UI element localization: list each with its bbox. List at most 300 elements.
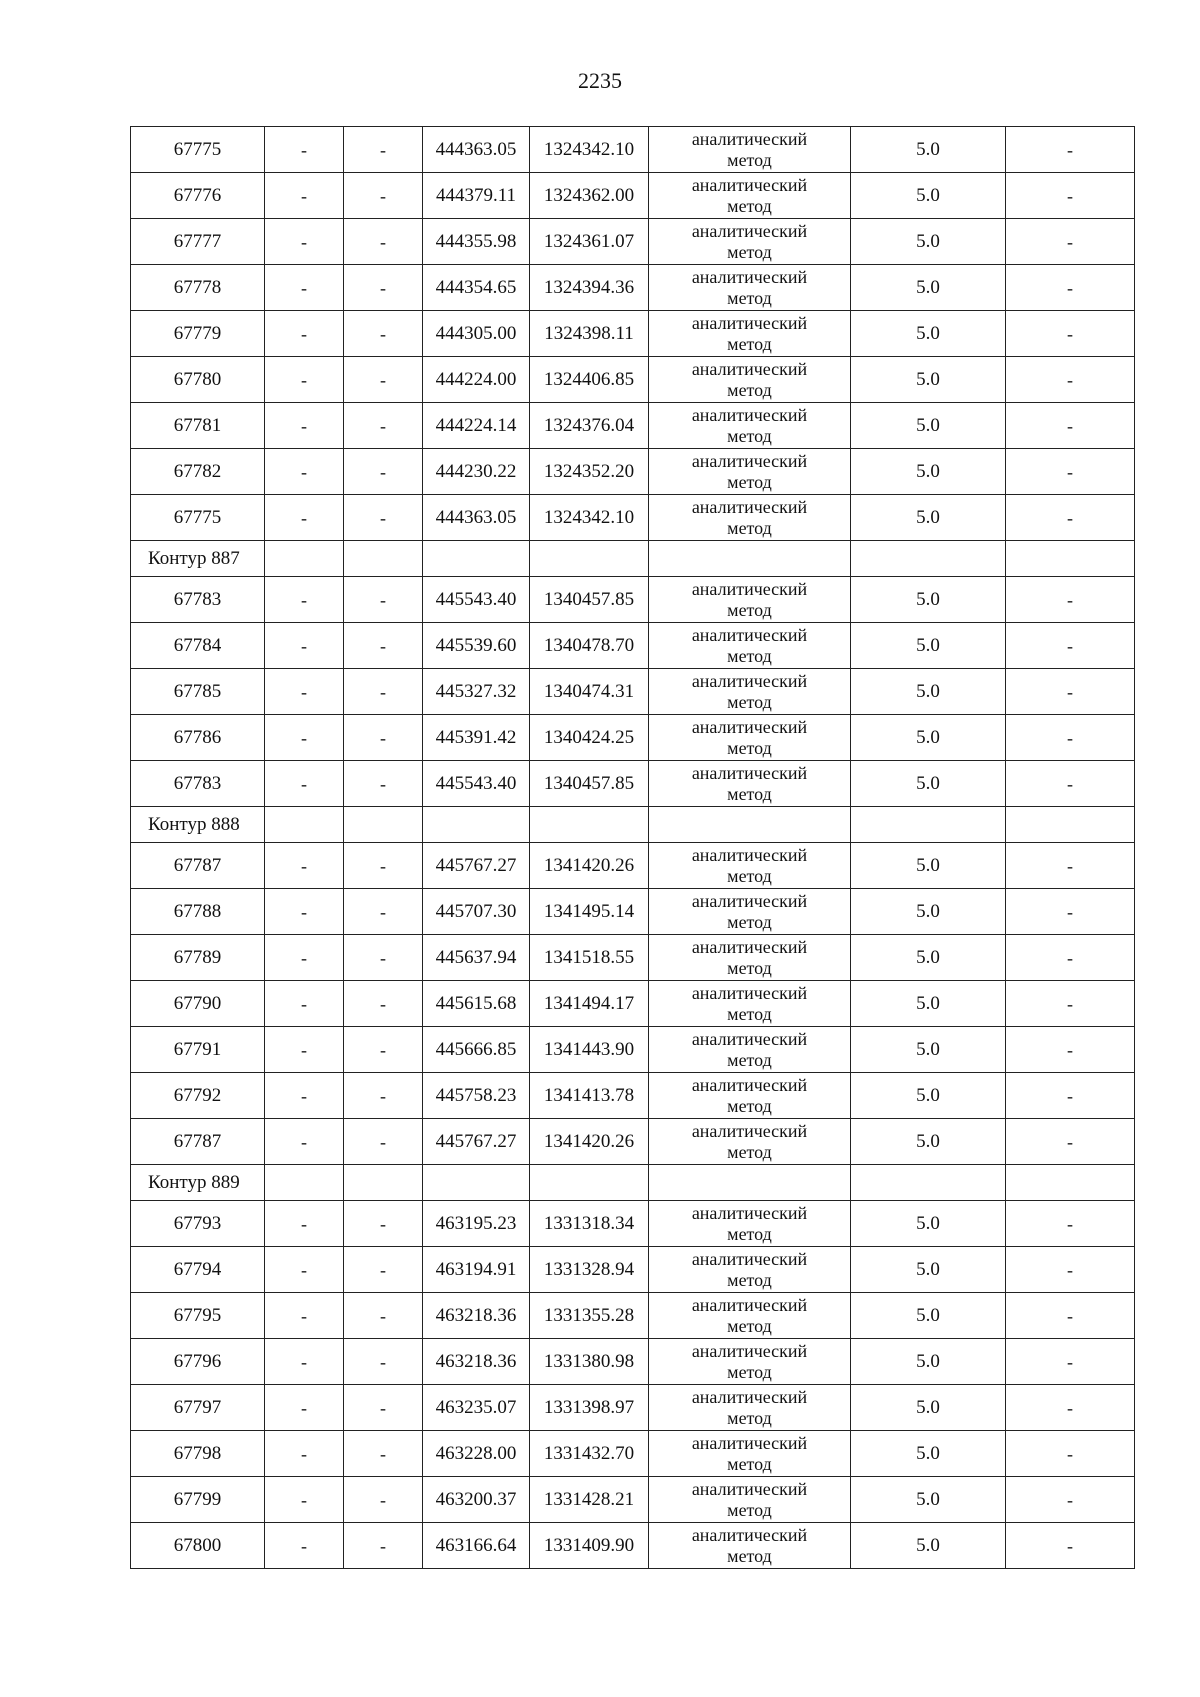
- method-cell: [649, 1201, 851, 1247]
- point-number: 67780: [131, 357, 265, 403]
- method-cell: [649, 311, 851, 357]
- y-coordinate: 1324342.10: [530, 495, 649, 541]
- method-text-line2: метод: [727, 599, 772, 620]
- dash-cell: -: [265, 577, 344, 623]
- contour-label: Контур 887: [131, 541, 265, 577]
- method-text-line2: метод: [727, 1141, 772, 1162]
- dash-cell: -: [1006, 127, 1135, 173]
- empty-cell: [423, 807, 530, 843]
- method-text-line2: метод: [727, 1095, 772, 1116]
- method-cell: [649, 495, 851, 541]
- method-text-line2: метод: [727, 691, 772, 712]
- y-coordinate: 1340457.85: [530, 761, 649, 807]
- table-row: [131, 403, 1135, 449]
- dash-cell: -: [344, 669, 423, 715]
- method-cell: [649, 1431, 851, 1477]
- accuracy-value: 5.0: [851, 1119, 1006, 1165]
- dash-cell: -: [344, 1293, 423, 1339]
- method-text-line1: аналитический: [691, 450, 808, 471]
- empty-cell: [1006, 541, 1135, 577]
- y-coordinate: 1331328.94: [530, 1247, 649, 1293]
- accuracy-value: 5.0: [851, 127, 1006, 173]
- x-coordinate: 444354.65: [423, 265, 530, 311]
- method-text-line1: аналитический: [691, 716, 808, 737]
- dash-cell: -: [265, 449, 344, 495]
- point-number: 67786: [131, 715, 265, 761]
- point-number: 67793: [131, 1201, 265, 1247]
- method-text-line2: метод: [727, 645, 772, 666]
- accuracy-value: 5.0: [851, 1073, 1006, 1119]
- dash-cell: -: [1006, 1201, 1135, 1247]
- dash-cell: -: [265, 1073, 344, 1119]
- dash-cell: -: [344, 1339, 423, 1385]
- dash-cell: -: [265, 935, 344, 981]
- method-text-line2: метод: [727, 737, 772, 758]
- method-text-line2: метод: [727, 241, 772, 262]
- method-text-line2: метод: [727, 865, 772, 886]
- y-coordinate: 1324398.11: [530, 311, 649, 357]
- dash-cell: -: [1006, 623, 1135, 669]
- method-cell: [649, 219, 851, 265]
- table-row: [131, 219, 1135, 265]
- dash-cell: -: [265, 173, 344, 219]
- dash-cell: -: [1006, 889, 1135, 935]
- dash-cell: -: [265, 669, 344, 715]
- dash-cell: -: [344, 1073, 423, 1119]
- dash-cell: -: [1006, 1119, 1135, 1165]
- method-cell: [649, 715, 851, 761]
- accuracy-value: 5.0: [851, 173, 1006, 219]
- dash-cell: -: [344, 889, 423, 935]
- accuracy-value: 5.0: [851, 669, 1006, 715]
- contour-header-row: [131, 1165, 1135, 1201]
- dash-cell: -: [265, 1523, 344, 1569]
- empty-cell: [423, 1165, 530, 1201]
- method-text-line2: метод: [727, 195, 772, 216]
- method-cell: [649, 265, 851, 311]
- method-text-line1: аналитический: [691, 1074, 808, 1095]
- y-coordinate: 1324361.07: [530, 219, 649, 265]
- dash-cell: -: [1006, 1073, 1135, 1119]
- dash-cell: -: [265, 357, 344, 403]
- method-text-line1: аналитический: [691, 128, 808, 149]
- dash-cell: -: [344, 981, 423, 1027]
- point-number: 67778: [131, 265, 265, 311]
- point-number: 67795: [131, 1293, 265, 1339]
- method-text-line2: метод: [727, 333, 772, 354]
- dash-cell: -: [1006, 357, 1135, 403]
- table-row: [131, 311, 1135, 357]
- x-coordinate: 445543.40: [423, 761, 530, 807]
- method-text-line1: аналитический: [691, 624, 808, 645]
- dash-cell: -: [344, 623, 423, 669]
- method-cell: [649, 173, 851, 219]
- dash-cell: -: [265, 761, 344, 807]
- x-coordinate: 463235.07: [423, 1385, 530, 1431]
- y-coordinate: 1331409.90: [530, 1523, 649, 1569]
- accuracy-value: 5.0: [851, 981, 1006, 1027]
- method-text-line1: аналитический: [691, 1478, 808, 1499]
- point-number: 67783: [131, 761, 265, 807]
- x-coordinate: 463218.36: [423, 1339, 530, 1385]
- y-coordinate: 1324394.36: [530, 265, 649, 311]
- empty-cell: [649, 807, 851, 843]
- accuracy-value: 5.0: [851, 843, 1006, 889]
- dash-cell: -: [1006, 1339, 1135, 1385]
- dash-cell: -: [1006, 1385, 1135, 1431]
- point-number: 67785: [131, 669, 265, 715]
- method-text-line2: метод: [727, 471, 772, 492]
- method-text-line2: метод: [727, 1049, 772, 1070]
- point-number: 67775: [131, 495, 265, 541]
- accuracy-value: 5.0: [851, 1201, 1006, 1247]
- dash-cell: -: [1006, 669, 1135, 715]
- accuracy-value: 5.0: [851, 219, 1006, 265]
- method-text-line1: аналитический: [691, 578, 808, 599]
- table-row: [131, 1201, 1135, 1247]
- dash-cell: -: [1006, 311, 1135, 357]
- point-number: 67789: [131, 935, 265, 981]
- y-coordinate: 1341495.14: [530, 889, 649, 935]
- method-text-line1: аналитический: [691, 1432, 808, 1453]
- y-coordinate: 1331398.97: [530, 1385, 649, 1431]
- dash-cell: -: [265, 623, 344, 669]
- accuracy-value: 5.0: [851, 311, 1006, 357]
- dash-cell: -: [265, 715, 344, 761]
- dash-cell: -: [1006, 1247, 1135, 1293]
- accuracy-value: 5.0: [851, 761, 1006, 807]
- accuracy-value: 5.0: [851, 1247, 1006, 1293]
- dash-cell: -: [344, 311, 423, 357]
- point-number: 67787: [131, 1119, 265, 1165]
- method-text-line1: аналитический: [691, 1248, 808, 1269]
- point-number: 67781: [131, 403, 265, 449]
- table-row: [131, 1073, 1135, 1119]
- point-number: 67776: [131, 173, 265, 219]
- dash-cell: -: [344, 761, 423, 807]
- table-row: [131, 1027, 1135, 1073]
- dash-cell: -: [1006, 935, 1135, 981]
- y-coordinate: 1340474.31: [530, 669, 649, 715]
- x-coordinate: 444363.05: [423, 495, 530, 541]
- dash-cell: -: [344, 449, 423, 495]
- method-text-line2: метод: [727, 783, 772, 804]
- method-text-line1: аналитический: [691, 174, 808, 195]
- method-text-line1: аналитический: [691, 1028, 808, 1049]
- table-row: [131, 1523, 1135, 1569]
- dash-cell: -: [1006, 715, 1135, 761]
- dash-cell: -: [1006, 449, 1135, 495]
- dash-cell: -: [344, 173, 423, 219]
- dash-cell: -: [265, 1339, 344, 1385]
- method-text-line2: метод: [727, 517, 772, 538]
- accuracy-value: 5.0: [851, 577, 1006, 623]
- table-row: [131, 173, 1135, 219]
- method-text-line1: аналитический: [691, 404, 808, 425]
- y-coordinate: 1324406.85: [530, 357, 649, 403]
- method-cell: [649, 761, 851, 807]
- dash-cell: -: [1006, 1431, 1135, 1477]
- dash-cell: -: [265, 981, 344, 1027]
- table-row: [131, 1431, 1135, 1477]
- dash-cell: -: [344, 935, 423, 981]
- x-coordinate: 445543.40: [423, 577, 530, 623]
- y-coordinate: 1324362.00: [530, 173, 649, 219]
- method-cell: [649, 935, 851, 981]
- x-coordinate: 463194.91: [423, 1247, 530, 1293]
- method-text-line2: метод: [727, 1407, 772, 1428]
- method-text-line2: метод: [727, 911, 772, 932]
- empty-cell: [423, 541, 530, 577]
- dash-cell: -: [1006, 1293, 1135, 1339]
- method-cell: [649, 127, 851, 173]
- point-number: 67796: [131, 1339, 265, 1385]
- dash-cell: -: [265, 1477, 344, 1523]
- x-coordinate: 444363.05: [423, 127, 530, 173]
- x-coordinate: 445637.94: [423, 935, 530, 981]
- method-text-line1: аналитический: [691, 1386, 808, 1407]
- y-coordinate: 1341420.26: [530, 1119, 649, 1165]
- table-row: [131, 1477, 1135, 1523]
- method-text-line2: метод: [727, 287, 772, 308]
- dash-cell: -: [265, 495, 344, 541]
- x-coordinate: 445391.42: [423, 715, 530, 761]
- method-cell: [649, 1027, 851, 1073]
- method-cell: [649, 1119, 851, 1165]
- dash-cell: -: [1006, 981, 1135, 1027]
- method-text-line2: метод: [727, 957, 772, 978]
- dash-cell: -: [344, 403, 423, 449]
- empty-cell: [851, 541, 1006, 577]
- accuracy-value: 5.0: [851, 495, 1006, 541]
- method-cell: [649, 843, 851, 889]
- dash-cell: -: [265, 1293, 344, 1339]
- dash-cell: -: [265, 265, 344, 311]
- x-coordinate: 444379.11: [423, 173, 530, 219]
- point-number: 67775: [131, 127, 265, 173]
- empty-cell: [1006, 1165, 1135, 1201]
- method-text-line2: метод: [727, 1453, 772, 1474]
- table-row: [131, 1385, 1135, 1431]
- y-coordinate: 1341413.78: [530, 1073, 649, 1119]
- dash-cell: -: [344, 1385, 423, 1431]
- table-row: [131, 1247, 1135, 1293]
- dash-cell: -: [344, 357, 423, 403]
- accuracy-value: 5.0: [851, 357, 1006, 403]
- dash-cell: -: [344, 1431, 423, 1477]
- dash-cell: -: [265, 1431, 344, 1477]
- dash-cell: -: [1006, 761, 1135, 807]
- accuracy-value: 5.0: [851, 1293, 1006, 1339]
- dash-cell: -: [265, 1119, 344, 1165]
- method-text-line2: метод: [727, 1545, 772, 1566]
- dash-cell: -: [344, 843, 423, 889]
- empty-cell: [265, 807, 344, 843]
- method-text-line1: аналитический: [691, 762, 808, 783]
- point-number: 67787: [131, 843, 265, 889]
- table-row: [131, 449, 1135, 495]
- y-coordinate: 1324352.20: [530, 449, 649, 495]
- y-coordinate: 1331428.21: [530, 1477, 649, 1523]
- method-text-line1: аналитический: [691, 1202, 808, 1223]
- dash-cell: -: [344, 127, 423, 173]
- method-text-line2: метод: [727, 1003, 772, 1024]
- dash-cell: -: [265, 1385, 344, 1431]
- y-coordinate: 1340424.25: [530, 715, 649, 761]
- dash-cell: -: [344, 495, 423, 541]
- point-number: 67800: [131, 1523, 265, 1569]
- method-cell: [649, 1523, 851, 1569]
- table-row: [131, 669, 1135, 715]
- dash-cell: -: [1006, 577, 1135, 623]
- x-coordinate: 463195.23: [423, 1201, 530, 1247]
- empty-cell: [265, 1165, 344, 1201]
- table-row: [131, 843, 1135, 889]
- empty-cell: [649, 1165, 851, 1201]
- x-coordinate: 445767.27: [423, 1119, 530, 1165]
- accuracy-value: 5.0: [851, 1431, 1006, 1477]
- method-text-line1: аналитический: [691, 312, 808, 333]
- y-coordinate: 1341443.90: [530, 1027, 649, 1073]
- point-number: 67788: [131, 889, 265, 935]
- x-coordinate: 444224.14: [423, 403, 530, 449]
- dash-cell: -: [344, 1119, 423, 1165]
- empty-cell: [344, 541, 423, 577]
- table-row: [131, 889, 1135, 935]
- y-coordinate: 1340478.70: [530, 623, 649, 669]
- dash-cell: -: [265, 311, 344, 357]
- method-text-line1: аналитический: [691, 220, 808, 241]
- dash-cell: -: [344, 1201, 423, 1247]
- empty-cell: [265, 541, 344, 577]
- dash-cell: -: [344, 265, 423, 311]
- method-cell: [649, 1293, 851, 1339]
- table-row: [131, 981, 1135, 1027]
- x-coordinate: 445539.60: [423, 623, 530, 669]
- method-text-line2: метод: [727, 1223, 772, 1244]
- y-coordinate: 1331432.70: [530, 1431, 649, 1477]
- point-number: 67791: [131, 1027, 265, 1073]
- dash-cell: -: [1006, 1477, 1135, 1523]
- dash-cell: -: [1006, 495, 1135, 541]
- y-coordinate: 1331318.34: [530, 1201, 649, 1247]
- empty-cell: [649, 541, 851, 577]
- method-cell: [649, 1247, 851, 1293]
- accuracy-value: 5.0: [851, 623, 1006, 669]
- dash-cell: -: [344, 577, 423, 623]
- empty-cell: [851, 807, 1006, 843]
- method-cell: [649, 1385, 851, 1431]
- empty-cell: [530, 541, 649, 577]
- point-number: 67779: [131, 311, 265, 357]
- method-text-line2: метод: [727, 425, 772, 446]
- dash-cell: -: [344, 715, 423, 761]
- table-row: [131, 265, 1135, 311]
- method-cell: [649, 403, 851, 449]
- method-text-line1: аналитический: [691, 1294, 808, 1315]
- method-cell: [649, 1073, 851, 1119]
- table-row: [131, 761, 1135, 807]
- x-coordinate: 445615.68: [423, 981, 530, 1027]
- accuracy-value: 5.0: [851, 1523, 1006, 1569]
- contour-header-row: [131, 807, 1135, 843]
- dash-cell: -: [1006, 843, 1135, 889]
- accuracy-value: 5.0: [851, 715, 1006, 761]
- accuracy-value: 5.0: [851, 1027, 1006, 1073]
- accuracy-value: 5.0: [851, 265, 1006, 311]
- point-number: 67792: [131, 1073, 265, 1119]
- method-cell: [649, 981, 851, 1027]
- dash-cell: -: [265, 1201, 344, 1247]
- accuracy-value: 5.0: [851, 449, 1006, 495]
- x-coordinate: 444224.00: [423, 357, 530, 403]
- method-text-line2: метод: [727, 1315, 772, 1336]
- y-coordinate: 1341494.17: [530, 981, 649, 1027]
- dash-cell: -: [1006, 173, 1135, 219]
- point-number: 67782: [131, 449, 265, 495]
- method-cell: [649, 1339, 851, 1385]
- method-text-line1: аналитический: [691, 982, 808, 1003]
- method-text-line1: аналитический: [691, 670, 808, 691]
- x-coordinate: 463218.36: [423, 1293, 530, 1339]
- method-text-line1: аналитический: [691, 496, 808, 517]
- table-row: [131, 357, 1135, 403]
- dash-cell: -: [265, 1027, 344, 1073]
- method-text-line2: метод: [727, 1361, 772, 1382]
- dash-cell: -: [265, 219, 344, 265]
- table-row: [131, 495, 1135, 541]
- table-row: [131, 1119, 1135, 1165]
- dash-cell: -: [344, 1523, 423, 1569]
- contour-label: Контур 889: [131, 1165, 265, 1201]
- point-number: 67794: [131, 1247, 265, 1293]
- method-text-line2: метод: [727, 149, 772, 170]
- point-number: 67798: [131, 1431, 265, 1477]
- point-number: 67797: [131, 1385, 265, 1431]
- method-text-line2: метод: [727, 1499, 772, 1520]
- table-row: [131, 127, 1135, 173]
- dash-cell: -: [1006, 403, 1135, 449]
- empty-cell: [530, 1165, 649, 1201]
- x-coordinate: 445707.30: [423, 889, 530, 935]
- y-coordinate: 1340457.85: [530, 577, 649, 623]
- accuracy-value: 5.0: [851, 935, 1006, 981]
- method-cell: [649, 623, 851, 669]
- method-cell: [649, 577, 851, 623]
- x-coordinate: 463228.00: [423, 1431, 530, 1477]
- method-text-line1: аналитический: [691, 1120, 808, 1141]
- dash-cell: -: [265, 1247, 344, 1293]
- y-coordinate: 1341518.55: [530, 935, 649, 981]
- method-text-line1: аналитический: [691, 936, 808, 957]
- empty-cell: [344, 807, 423, 843]
- method-text-line2: метод: [727, 379, 772, 400]
- dash-cell: -: [1006, 265, 1135, 311]
- x-coordinate: 445767.27: [423, 843, 530, 889]
- accuracy-value: 5.0: [851, 1339, 1006, 1385]
- x-coordinate: 463166.64: [423, 1523, 530, 1569]
- x-coordinate: 444305.00: [423, 311, 530, 357]
- table-row: [131, 935, 1135, 981]
- x-coordinate: 444230.22: [423, 449, 530, 495]
- accuracy-value: 5.0: [851, 1477, 1006, 1523]
- y-coordinate: 1331380.98: [530, 1339, 649, 1385]
- method-text-line2: метод: [727, 1269, 772, 1290]
- page-number: 2235: [578, 68, 622, 93]
- method-cell: [649, 1477, 851, 1523]
- table-row: [131, 1293, 1135, 1339]
- point-number: 67777: [131, 219, 265, 265]
